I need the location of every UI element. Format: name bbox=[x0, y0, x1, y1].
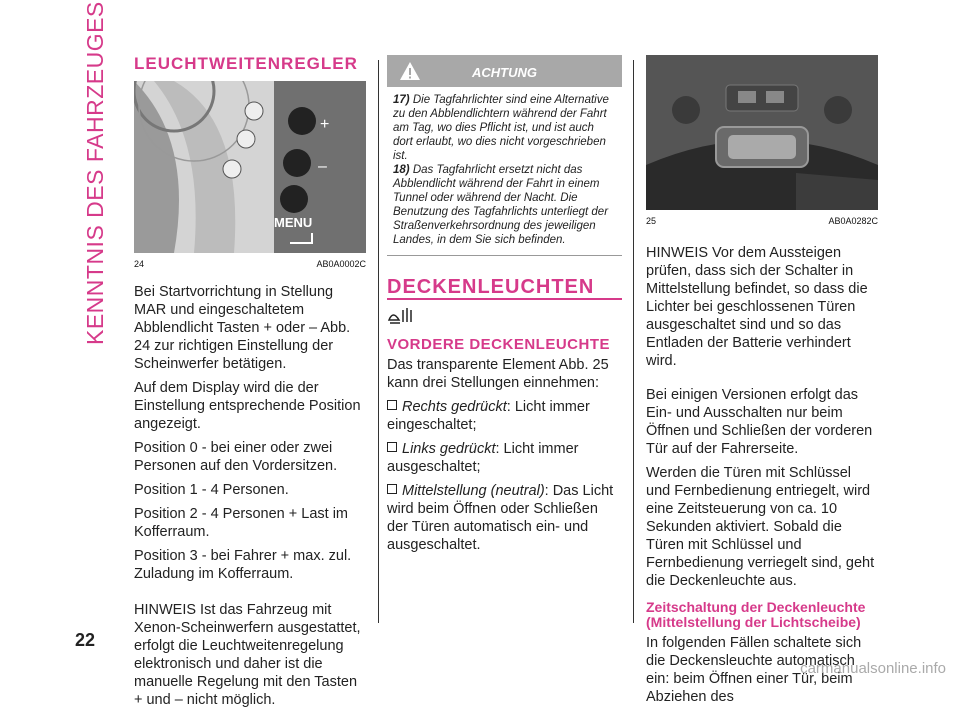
headlight-switch-illustration bbox=[134, 81, 366, 253]
paragraph: Auf dem Display wird die der Einstellung entsprechende Position angezeigt. bbox=[134, 380, 361, 432]
bullet-text: : Licht immer ausgeschaltet; bbox=[387, 441, 579, 475]
heading-underline bbox=[387, 298, 622, 300]
column-divider bbox=[378, 60, 379, 623]
sub-heading: VORDERE DECKENLEUCHTE bbox=[387, 336, 611, 353]
note-paragraph: HINWEIS Vor dem Aussteigen prüfen, dass sich der Schalter in Mittelstellung befindet, so dass die Lichter bei geschlossenen Türen ausgeschaltet sind und so das Entladen der Batterie verhindert wird. bbox=[646, 245, 868, 369]
warning-body bbox=[387, 87, 622, 256]
figure-number: 25 bbox=[646, 216, 657, 226]
paragraph: Position 0 - bei einer oder zwei Personen auf den Vordersitzen. bbox=[134, 440, 338, 474]
page-number: 22 bbox=[75, 630, 96, 650]
figure-caption bbox=[134, 253, 366, 273]
column-left bbox=[134, 55, 366, 715]
paragraph: Position 3 - bei Fahrer + max. zul. Zuladung im Kofferraum. bbox=[134, 548, 352, 582]
paragraph: Position 2 - 4 Personen + Last im Kofferraum. bbox=[134, 506, 348, 540]
column-divider bbox=[633, 60, 634, 623]
paragraph: Bei Startvorrichtung in Stellung MAR und eingeschaltetem Abblendlicht Tasten + oder – Abb. 24 zur richtigen Einstellung der Scheinwerfer betätigen. bbox=[134, 284, 351, 372]
dome-light-illustration bbox=[646, 55, 878, 210]
plus-label: + bbox=[320, 116, 330, 133]
paragraph: Das transparente Element Abb. 25 kann drei Stellungen einnehmen: bbox=[387, 357, 609, 391]
sub-heading: Zeitschaltung der Deckenleuchte (Mittelstellung der Lichtscheibe) bbox=[646, 599, 866, 630]
bullet-label: Mittelstellung (neutral) bbox=[402, 483, 545, 499]
bullet-icon bbox=[387, 400, 397, 410]
column-middle bbox=[387, 55, 622, 560]
section-heading: LEUCHTWEITENREGLER bbox=[134, 54, 358, 73]
warning-text: Die Tagfahrlichter sind eine Alternative zu den Abblendlichtern während der Fahrt am Tag, wo dies Pflicht ist, und ist auch dort erlaubt, wo dies nicht vorgeschrieben ist. bbox=[393, 94, 609, 162]
bullet-icon bbox=[387, 484, 397, 494]
bullet-text: : Licht immer eingeschaltet; bbox=[387, 399, 590, 433]
paragraph: In folgenden Fällen schaltete sich die Deckensleuchte automatisch ein: beim Öffnen einer Tür, beim Abziehen des bbox=[646, 635, 862, 705]
paragraph: Bei einigen Versionen erfolgt das Ein- und Ausschalten nur beim Öffnen und Schließen der vorderen Tür auf der Fahrerseite. bbox=[646, 387, 873, 457]
warning-header bbox=[387, 55, 622, 87]
column-right bbox=[646, 55, 878, 712]
bullet-label: Rechts gedrückt bbox=[402, 399, 507, 415]
menu-label: MENU bbox=[274, 215, 313, 230]
warning-number: 17) bbox=[393, 94, 410, 106]
section-heading: DECKENLEUCHTEN bbox=[387, 276, 595, 298]
minus-label: – bbox=[318, 158, 327, 175]
figure-code: AB0A0282C bbox=[828, 216, 878, 226]
warning-number: 18) bbox=[393, 164, 410, 176]
warning-title: ACHTUNG bbox=[472, 65, 537, 80]
bullet-icon bbox=[387, 442, 397, 452]
paragraph: Position 1 - 4 Personen. bbox=[134, 482, 289, 498]
bullet-text: : Das Licht wird beim Öffnen oder Schließen der Türen automatisch ein- und ausgeschaltet. bbox=[387, 483, 614, 553]
paragraph: Werden die Türen mit Schlüssel und Fernbedienung entriegelt, wird eine Zeitsteuerung von ca. 10 Sekunden aktiviert. Sobald die Türen mit Schlüssel und Fernbedienung verriegelt sind, geht die Deckenleuchte aus. bbox=[646, 465, 875, 589]
figure-code: AB0A0002C bbox=[316, 259, 366, 269]
figure-24 bbox=[134, 81, 366, 253]
bullet-label: Links gedrückt bbox=[402, 441, 496, 457]
note-paragraph: HINWEIS Ist das Fahrzeug mit Xenon-Scheinwerfern ausgestattet, erfolgt die Leuchtweitenregelung elektronisch und daher ist die manuelle Regelung mit den Tasten + und – nicht möglich. bbox=[134, 602, 361, 708]
side-section-title: KENNTNIS DES FAHRZEUGES bbox=[82, 1, 108, 345]
warning-text: Das Tagfahrlicht ersetzt nicht das Abblendlicht während der Fahrt in einem Tunnel oder während der Nacht. Die Benutzung des Tagfahrlichts unterliegt der Straßenverkehrsordnung des jeweiligen Landes, in dem Sie sich befinden. bbox=[393, 164, 609, 246]
watermark: carmanualsonline.info bbox=[800, 660, 946, 677]
figure-number: 24 bbox=[134, 259, 145, 269]
dome-light-icon bbox=[387, 306, 622, 331]
figure-25 bbox=[646, 55, 878, 210]
figure-caption bbox=[646, 210, 878, 230]
